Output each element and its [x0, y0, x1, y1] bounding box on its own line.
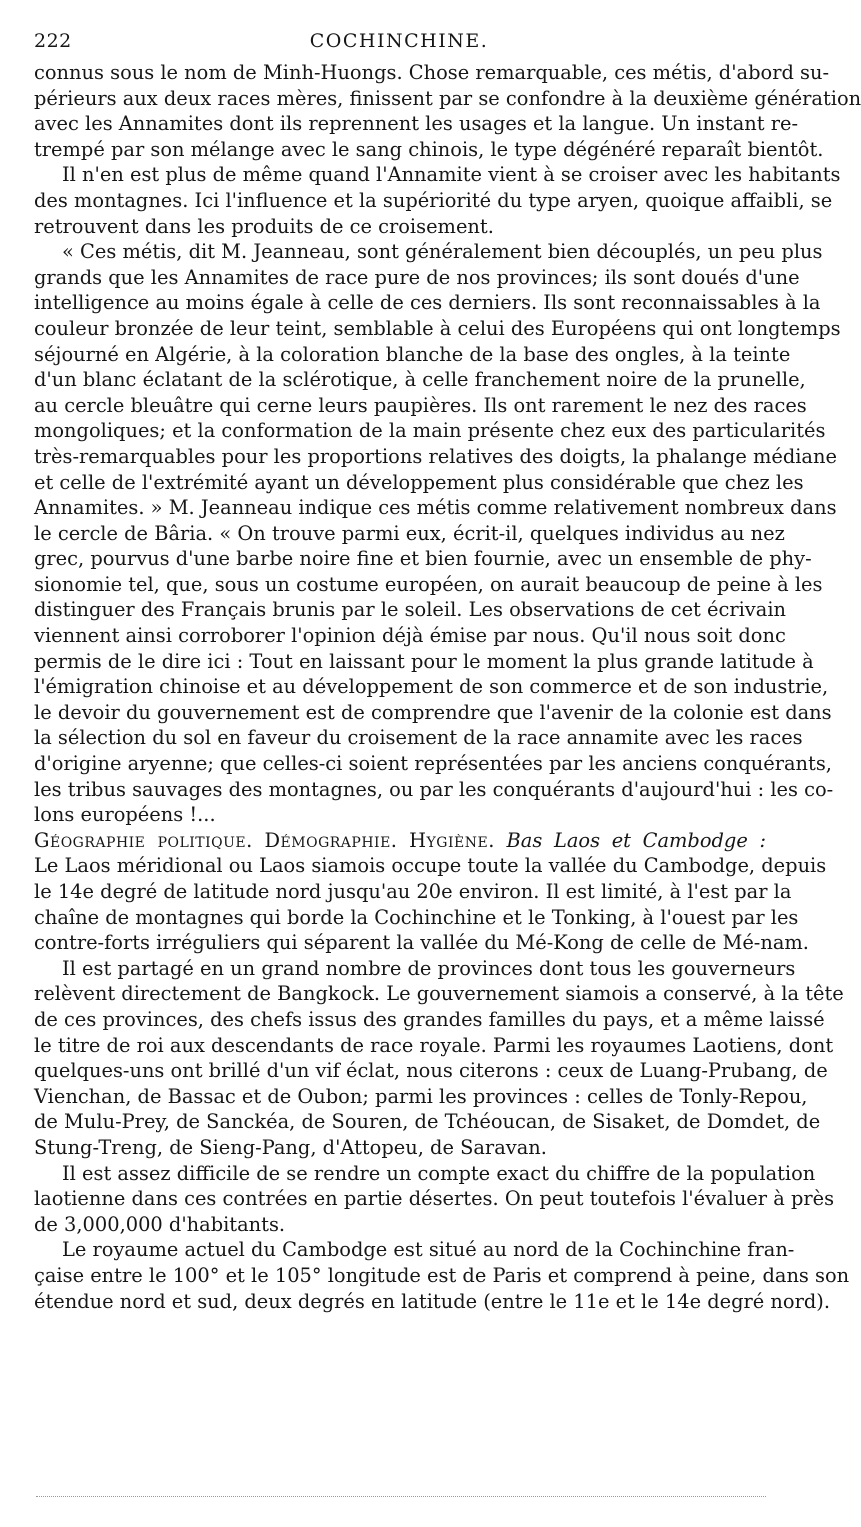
- text-line: le titre de roi aux descendants de race royale. Parmi les royaumes Laotiens, dont: [34, 1033, 834, 1057]
- section-heading-geographie: Géographie politique.: [34, 828, 253, 852]
- text-line: contre-forts irréguliers qui séparent la vallée du Mé-Kong de celle de Mé-nam.: [34, 931, 809, 955]
- text-line: permis de le dire ici : Tout en laissant pour le moment la plus grande latitude à: [34, 649, 814, 673]
- text-line: d'origine aryenne; que celles-ci soient représentées par les anciens conquérants,: [34, 752, 832, 776]
- section-heading-hygiene: Hygiène.: [409, 828, 495, 852]
- text-line: de Mulu-Prey, de Sanckéa, de Souren, de Tchéoucan, de Sisaket, de Domdet, de: [34, 1110, 821, 1134]
- text-line: très-remarquables pour les proportions relatives des doigts, la phalange médiane: [34, 444, 837, 468]
- footer-dotted-rule: [36, 1496, 766, 1497]
- text-line: « Ces métis, dit M. Jeanneau, sont généralement bien découplés, un peu plus: [62, 240, 823, 264]
- text-line: la sélection du sol en faveur du croisement de la race annamite avec les races: [34, 726, 803, 750]
- text-line: le 14e degré de latitude nord jusqu'au 20e environ. Il est limité, à l'est par la: [34, 880, 792, 903]
- text-line: couleur bronzée de leur teint, semblable à celui des Européens qui ont longtemps: [34, 316, 841, 340]
- text-line: étendue nord et sud, deux degrés en latitude (entre le 11e et le 14e degré nord).: [34, 1289, 830, 1313]
- text-line: et celle de l'extrémité ayant un développement plus considérable que chez les: [34, 470, 804, 494]
- text-line: grands que les Annamites de race pure de nos provinces; ils sont doués d'une: [34, 265, 800, 289]
- text-line: de 3,000,000 d'habitants.: [34, 1212, 286, 1236]
- text-line: lons européens !...: [34, 803, 216, 827]
- text-line: trempé par son mélange avec le sang chinois, le type dégénéré reparaît bientôt.: [34, 137, 824, 161]
- page-body: [34, 60, 861, 1314]
- text-line: relèvent directement de Bangkock. Le gouvernement siamois a conservé, à la tête: [34, 982, 844, 1006]
- text-line: Le Laos méridional ou Laos siamois occupe toute la vallée du Cambodge, depuis: [34, 854, 827, 878]
- section-heading-subject: Bas Laos et Cambodge :: [506, 828, 766, 852]
- text-line: distinguer des Français brunis par le soleil. Les observations de cet écrivain: [34, 598, 787, 622]
- text-line: des montagnes. Ici l'influence et la supériorité du type aryen, quoique affaibli, se: [34, 188, 833, 212]
- page-number: 222: [34, 30, 72, 52]
- section-heading: [34, 828, 766, 854]
- text-line: connus sous le nom de Minh-Huongs. Chose remarquable, ces métis, d'abord su-: [34, 61, 830, 84]
- text-line: laotienne dans ces contrées en partie désertes. On peut toutefois l'évaluer à près: [34, 1187, 835, 1211]
- text-line: quelques-uns ont brillé d'un vif éclat, nous citerons : ceux de Luang-Prubang, de: [34, 1059, 828, 1083]
- text-line: d'un blanc éclatant de la sclérotique, à celle franchement noire de la prunelle,: [34, 368, 806, 392]
- text-line: le cercle de Bâria. « On trouve parmi eux, écrit-il, quelques individus au nez: [34, 521, 785, 545]
- text-line: chaîne de montagnes qui borde la Cochinchine et le Tonking, à l'ouest par les: [34, 905, 799, 929]
- text-line: le devoir du gouvernement est de comprendre que l'avenir de la colonie est dans: [34, 700, 832, 724]
- running-title: COCHINCHINE.: [309, 30, 489, 52]
- text-line: intelligence au moins égale à celle de ces derniers. Ils sont reconnaissables à la: [34, 291, 821, 315]
- page-header: [34, 30, 764, 60]
- text-line: séjourné en Algérie, à la coloration blanche de la base des ongles, à la teinte: [34, 342, 791, 366]
- text-line: de ces provinces, des chefs issus des grandes familles du pays, et a même laissé: [34, 1007, 825, 1031]
- text-line: grec, pourvus d'une barbe noire fine et bien fournie, avec un ensemble de phy-: [34, 547, 812, 571]
- text-line: Stung-Treng, de Sieng-Pang, d'Attopeu, de Saravan.: [34, 1135, 547, 1159]
- text-line: périeurs aux deux races mères, finissent par se confondre à la deuxième génération: [34, 86, 861, 110]
- text-line: sionomie tel, que, sous un costume européen, on aurait beaucoup de peine à les: [34, 572, 823, 596]
- text-line: viennent ainsi corroborer l'opinion déjà émise par nous. Qu'il nous soit donc: [34, 624, 786, 648]
- text-line: çaise entre le 100° et le 105° longitude est de Paris et comprend à peine, dans son: [34, 1263, 850, 1287]
- text-line: Il n'en est plus de même quand l'Annamite vient à se croiser avec les habitants: [62, 163, 841, 187]
- text-line: Il est assez difficile de se rendre un compte exact du chiffre de la population: [62, 1161, 816, 1185]
- text-line: l'émigration chinoise et au développement de son commerce et de son industrie,: [34, 675, 829, 699]
- text-line: au cercle bleuâtre qui cerne leurs paupières. Ils ont rarement le nez des races: [34, 393, 807, 417]
- text-line: Le royaume actuel du Cambodge est situé au nord de la Cochinchine fran-: [62, 1238, 795, 1262]
- section-heading-demographie: Démographie.: [264, 828, 398, 852]
- text-line: retrouvent dans les produits de ce croisement.: [34, 214, 494, 238]
- text-line: Annamites. » M. Jeanneau indique ces métis comme relativement nombreux dans: [34, 496, 837, 520]
- text-line: mongoliques; et la conformation de la main présente chez eux des particularités: [34, 419, 826, 443]
- text-line: les tribus sauvages des montagnes, ou par les conquérants d'aujourd'hui : les co-: [34, 777, 834, 801]
- text-line: Il est partagé en un grand nombre de provinces dont tous les gouverneurs: [62, 956, 796, 980]
- text-line: Vienchan, de Bassac et de Oubon; parmi les provinces : celles de Tonly-Repou,: [34, 1084, 808, 1108]
- text-line: avec les Annamites dont ils reprennent les usages et la langue. Un instant re-: [34, 112, 798, 136]
